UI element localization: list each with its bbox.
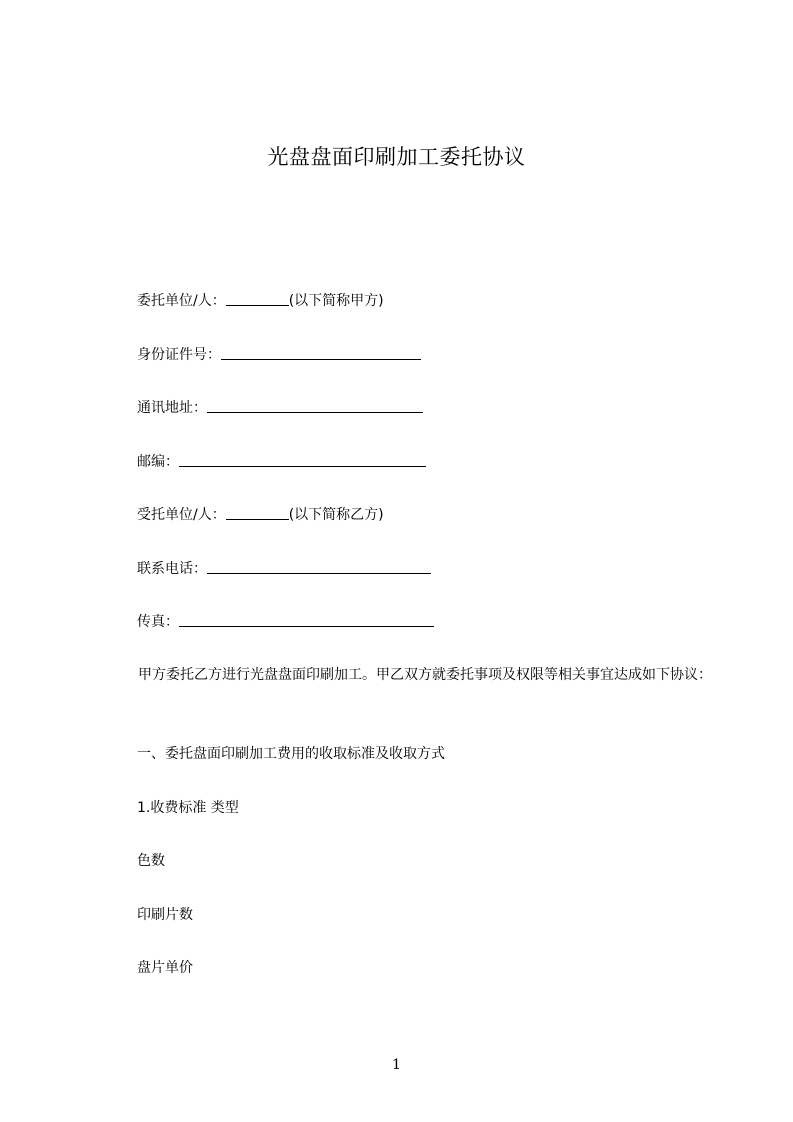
field-phone-blank[interactable] [207,559,431,574]
field-postcode-label: 邮编： [137,454,179,470]
field-postcode-blank[interactable] [179,452,426,467]
field-fax-label: 传真： [137,614,179,630]
field-client-suffix: (以下简称甲方) [288,293,384,309]
field-fax-blank[interactable] [179,612,434,627]
field-address-label: 通讯地址： [137,400,207,416]
field-postcode [137,452,426,472]
field-contractor-label: 受托单位/人： [137,507,226,523]
field-contractor [137,505,384,525]
item-color-count: 色数 [137,853,165,869]
field-id-number [137,345,421,365]
item-print-quantity: 印刷片数 [137,907,193,923]
page-number: 1 [392,1057,401,1073]
field-address [137,398,423,418]
intro-paragraph: 甲方委托乙方进行光盘盘面印刷加工。甲乙双方就委托事项及权限等相关事宜达成如下协议： [138,667,712,683]
field-id-number-label: 身份证件号： [137,347,221,363]
field-address-blank[interactable] [207,398,423,413]
section-1-heading: 一、委托盘面印刷加工费用的收取标准及收取方式 [137,746,445,762]
document-title: 光盘盘面印刷加工委托协议 [267,145,526,169]
item-disc-unit-price: 盘片单价 [137,960,193,976]
field-contractor-blank[interactable] [226,505,289,520]
item-fee-standard-type: 1.收费标准 类型 [137,800,239,816]
field-phone-label: 联系电话： [137,561,207,577]
field-client-label: 委托单位/人： [137,293,226,309]
field-id-number-blank[interactable] [221,345,421,360]
field-client-blank[interactable] [226,291,289,306]
field-client [137,291,384,311]
field-fax [137,612,434,632]
field-contractor-suffix: (以下简称乙方) [288,507,384,523]
field-phone [137,559,431,579]
